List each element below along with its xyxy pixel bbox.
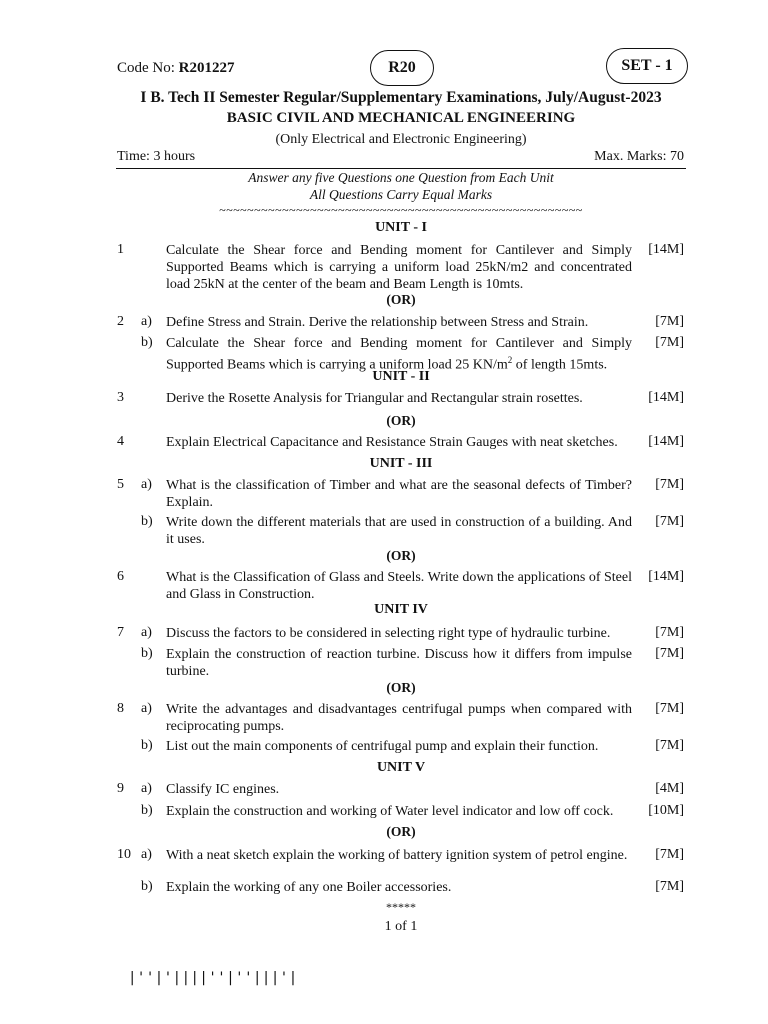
subquestion-label: b)	[141, 646, 153, 661]
or-separator: (OR)	[386, 413, 416, 428]
regulation-badge: R20	[370, 50, 434, 86]
instruction-line-2: All Questions Carry Equal Marks	[309, 187, 493, 202]
question-text: Write down the different materials that are used in construction of a building. And it uses.	[166, 515, 632, 547]
header-divider	[116, 168, 686, 169]
subquestion-label: a)	[141, 847, 152, 862]
subquestion-label: b)	[141, 335, 153, 350]
question-marks: [14M]	[648, 242, 684, 257]
question-marks: [7M]	[655, 879, 684, 894]
question-text: Discuss the factors to be considered in selecting right type of hydraulic turbine.	[166, 626, 611, 641]
or-separator: (OR)	[386, 680, 416, 695]
question-number: 5	[117, 477, 124, 492]
question-marks: [14M]	[648, 434, 684, 449]
question-text: Derive the Rosette Analysis for Triangular and Rectangular strain rosettes.	[166, 391, 583, 406]
unit-heading-5: UNIT V	[376, 760, 426, 775]
question-text: With a neat sketch explain the working of battery ignition system of petrol engine.	[166, 848, 628, 863]
question-number: 4	[117, 434, 124, 449]
question-number: 2	[117, 314, 124, 329]
subquestion-label: b)	[141, 879, 153, 894]
question-marks: [14M]	[648, 569, 684, 584]
subquestion-label: a)	[141, 314, 152, 329]
end-stars: *****	[386, 900, 416, 914]
instruction-line-1: Answer any five Questions one Question from Each Unit	[248, 170, 554, 185]
code-label: Code No:	[117, 60, 175, 76]
question-text	[166, 335, 632, 374]
question-text: What is the classification of Timber and what are the seasonal defects of Timber? Explain.	[166, 478, 632, 510]
question-text: What is the Classification of Glass and Steels. Write down the applications of Steel and Glass in Construction.	[166, 570, 632, 602]
subquestion-label: a)	[141, 477, 152, 492]
or-separator: (OR)	[386, 292, 416, 307]
question-marks: [7M]	[655, 847, 684, 862]
question-text: Explain the construction of reaction turbine. Discuss how it differs from impulse turbine.	[166, 647, 632, 679]
question-marks: [7M]	[655, 738, 684, 753]
time-label: Time: 3 hours	[117, 149, 196, 164]
unit-heading-2: UNIT - II	[372, 369, 430, 384]
question-marks: [14M]	[648, 390, 684, 405]
question-text: Explain the working of any one Boiler accessories.	[166, 880, 452, 895]
question-marks: [7M]	[655, 646, 684, 661]
or-separator: (OR)	[386, 548, 416, 563]
question-number: 1	[117, 242, 124, 257]
question-number: 7	[117, 625, 124, 640]
question-number: 8	[117, 701, 124, 716]
subquestion-label: a)	[141, 781, 152, 796]
barcode: |''|'||||''|''|||'|	[128, 970, 298, 986]
question-text: Explain the construction and working of Water level indicator and low off cock.	[166, 804, 614, 819]
question-marks: [7M]	[655, 625, 684, 640]
question-text: List out the main components of centrifugal pump and explain their function.	[166, 739, 599, 754]
question-marks: [4M]	[655, 781, 684, 796]
max-marks-label: Max. Marks: 70	[594, 149, 684, 164]
question-number: 3	[117, 390, 124, 405]
question-text: Calculate the Shear force and Bending moment for Cantilever and Simply Supported Beams which is carrying a uniform load 25kN/m2 and concentrated load 25kN at the center of the beam and Beam Length is 10mts.	[166, 243, 632, 292]
question-text-part: of length 15mts.	[512, 357, 608, 373]
subquestion-label: a)	[141, 701, 152, 716]
question-text-part: Calculate the Shear force and Bending moment for Cantilever and Simply Supported Beams which is carrying a uniform load 25 KN/m	[166, 336, 632, 373]
subquestion-label: b)	[141, 514, 153, 529]
set-badge: SET - 1	[606, 48, 688, 84]
question-marks: [7M]	[655, 335, 684, 350]
code-value: R201227	[178, 60, 235, 76]
question-text: Explain Electrical Capacitance and Resistance Strain Gauges with neat sketches.	[166, 435, 618, 450]
or-separator: (OR)	[386, 824, 416, 839]
exam-title: I B. Tech II Semester Regular/Supplementary Examinations, July/August-2023	[140, 89, 662, 106]
question-number: 9	[117, 781, 124, 796]
code-number	[117, 60, 235, 77]
unit-heading-3: UNIT - III	[369, 456, 433, 471]
superscript: 2	[507, 355, 513, 365]
question-number: 10	[117, 847, 131, 862]
question-marks: [7M]	[655, 514, 684, 529]
branch-note: (Only Electrical and Electronic Engineering)	[275, 132, 527, 147]
unit-heading-4: UNIT IV	[374, 602, 428, 617]
subquestion-label: a)	[141, 625, 152, 640]
unit-heading-1: UNIT - I	[375, 220, 427, 235]
page-number: 1 of 1	[384, 919, 418, 934]
subquestion-label: b)	[141, 803, 153, 818]
question-marks: [10M]	[648, 803, 684, 818]
question-text: Classify IC engines.	[166, 782, 280, 797]
question-marks: [7M]	[655, 314, 684, 329]
question-marks: [7M]	[655, 477, 684, 492]
question-text: Write the advantages and disadvantages centrifugal pumps when compared with reciprocating pumps.	[166, 702, 632, 734]
question-text: Define Stress and Strain. Derive the relationship between Stress and Strain.	[166, 315, 589, 330]
question-number: 6	[117, 569, 124, 584]
question-marks: [7M]	[655, 701, 684, 716]
separator: ~~~~~~~~~~~~~~~~~~~~~~~~~~~~~~~~~~~~~~~~~~~~~~~~~~~~	[219, 203, 583, 217]
subject-title: BASIC CIVIL AND MECHANICAL ENGINEERING	[226, 110, 576, 126]
subquestion-label: b)	[141, 738, 153, 753]
